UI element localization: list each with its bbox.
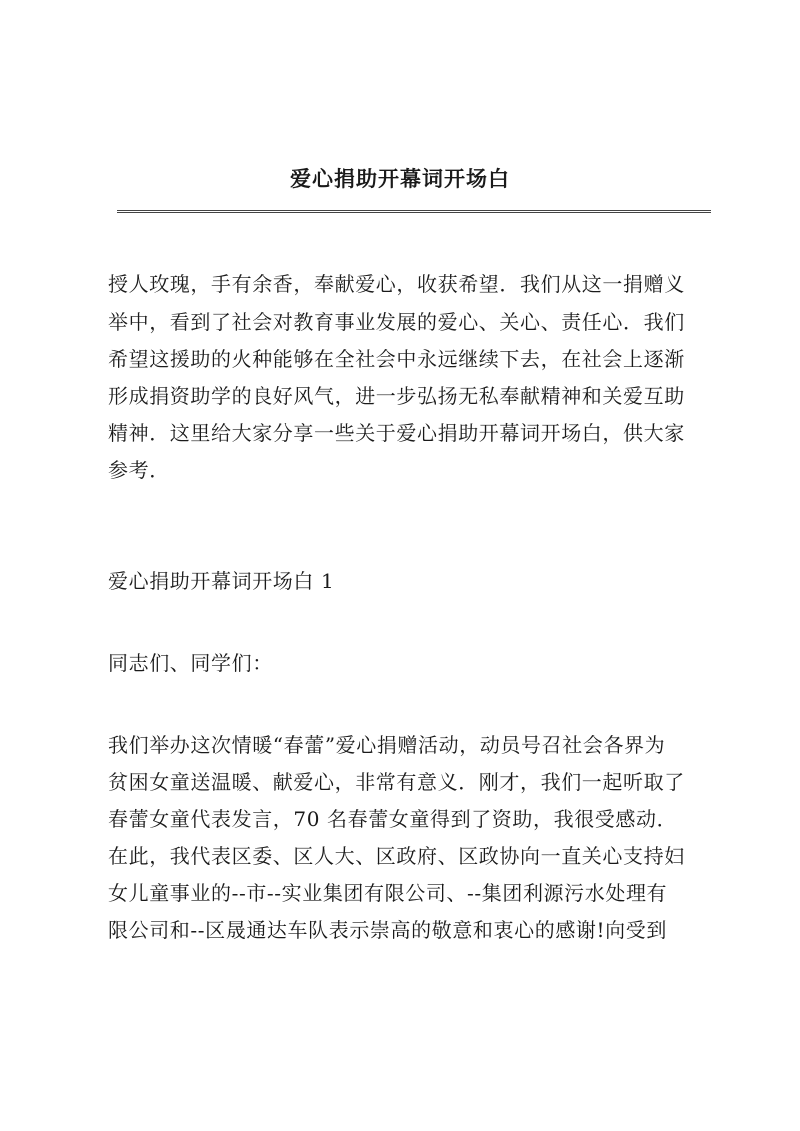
document-title: 爱心捐助开幕词开场白 xyxy=(290,166,510,191)
intro-line: 举中，看到了社会对教育事业发展的爱心、关心、责任心．我们 xyxy=(108,310,685,334)
intro-line: 授人玫瑰，手有余香，奉献爱心，收获希望．我们从这一捐赠义 xyxy=(108,272,685,296)
body-line: 在此，我代表区委、区人大、区政府、区政协向一直关心支持妇 xyxy=(108,844,685,868)
body-line: 女儿童事业的--市--实业集团有限公司、--集团利源污水处理有 xyxy=(108,881,668,905)
intro-line: 参考． xyxy=(108,458,170,482)
body-line: 春蕾女童代表发言，70 名春蕾女童得到了资助，我很受感动． xyxy=(108,807,678,831)
intro-line: 希望这援助的火种能够在全社会中永远继续下去，在社会上逐渐 xyxy=(108,347,685,371)
body-line: 我们举办这次情暖“春蕾”爱心捐赠活动，动员号召社会各界为 xyxy=(108,733,666,757)
section-heading: 爱心捐助开幕词开场白 1 xyxy=(108,569,335,593)
greeting: 同志们、同学们： xyxy=(108,651,273,675)
intro-line: 精神．这里给大家分享一些关于爱心捐助开幕词开场白，供大家 xyxy=(108,421,685,445)
body-line: 贫困女童送温暖、献爱心，非常有意义．刚才，我们一起听取了 xyxy=(108,770,685,794)
intro-line: 形成捐资助学的良好风气，进一步弘扬无私奉献精神和关爱互助 xyxy=(108,384,685,408)
body-line: 限公司和--区晟通达车队表示崇高的敬意和衷心的感谢!向受到 xyxy=(108,918,667,942)
title-divider xyxy=(117,210,711,213)
